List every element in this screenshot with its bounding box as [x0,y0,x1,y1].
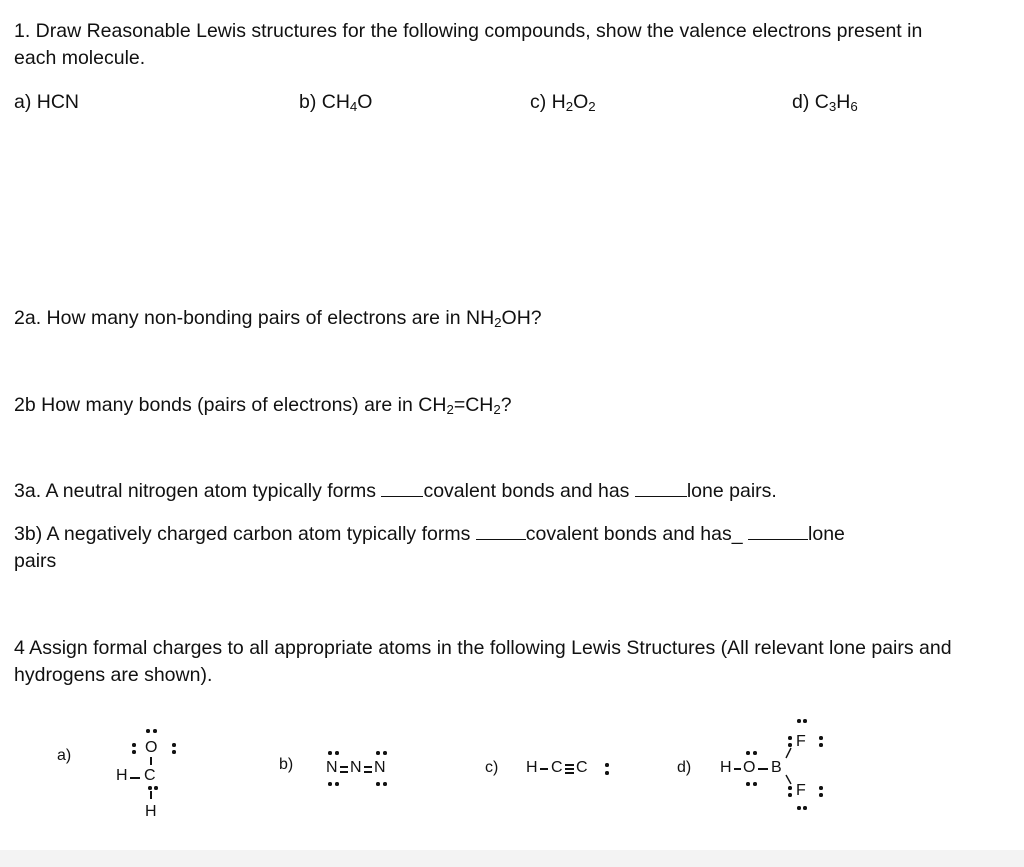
atom-carbon: C [144,767,156,784]
question-2a: 2a. How many non-bonding pairs of electrons are in $NH_2OH$? [14,307,542,330]
question-4-prompt: 4 Assign formal charges to all appropriate atoms in the following Lewis Structures (All relevant lone pairs and hydrogens are shown). [14,637,952,686]
atom-carbon: C [576,759,588,776]
page-bottom-edge [0,850,1024,867]
q1-part-b: b) $CH_4O$ [299,91,373,114]
answer-blank[interactable] [381,495,423,497]
atom-oxygen: O [145,739,158,756]
answer-blank[interactable] [635,495,687,497]
structure-label-c: c) [485,759,499,776]
q1-part-a: a) HCN [14,91,80,113]
question-3b-continued: pairs [14,550,57,572]
question-3a: 3a. A neutral nitrogen atom typically forms covalent bonds and has lone pairs. [14,480,777,502]
structure-label-d: d) [677,759,692,776]
atom-hydrogen: H [145,803,157,820]
atom-boron: B [771,759,782,776]
structure-label-b: b) [279,756,294,773]
atom-fluorine: F [796,733,806,750]
q1-part-d: d) $C_3H_6$ [792,91,858,114]
atom-fluorine: F [796,782,806,799]
answer-blank[interactable] [476,538,526,540]
atom-nitrogen: N [374,759,386,776]
atom-hydrogen: H [720,759,732,776]
structure-label-a: a) [57,747,72,764]
answer-blank[interactable] [748,538,808,540]
atom-hydrogen: H [526,759,538,776]
q1-part-c: c) $H_2O_2$ [530,91,596,114]
atom-nitrogen: N [326,759,338,776]
question-2b: 2b How many bonds (pairs of electrons) are in $CH_2=CH_2$? [14,394,512,417]
atom-carbon: C [551,759,563,776]
atom-nitrogen: N [350,759,362,776]
atom-hydrogen: H [116,767,128,784]
atom-oxygen: O [743,759,756,776]
question-1-prompt: 1. Draw Reasonable Lewis structures for the following compounds, show the valence electrons present in each molecule. [14,20,923,69]
question-3b: 3b) A negatively charged carbon atom typically forms covalent bonds and has_ lone [14,523,845,545]
